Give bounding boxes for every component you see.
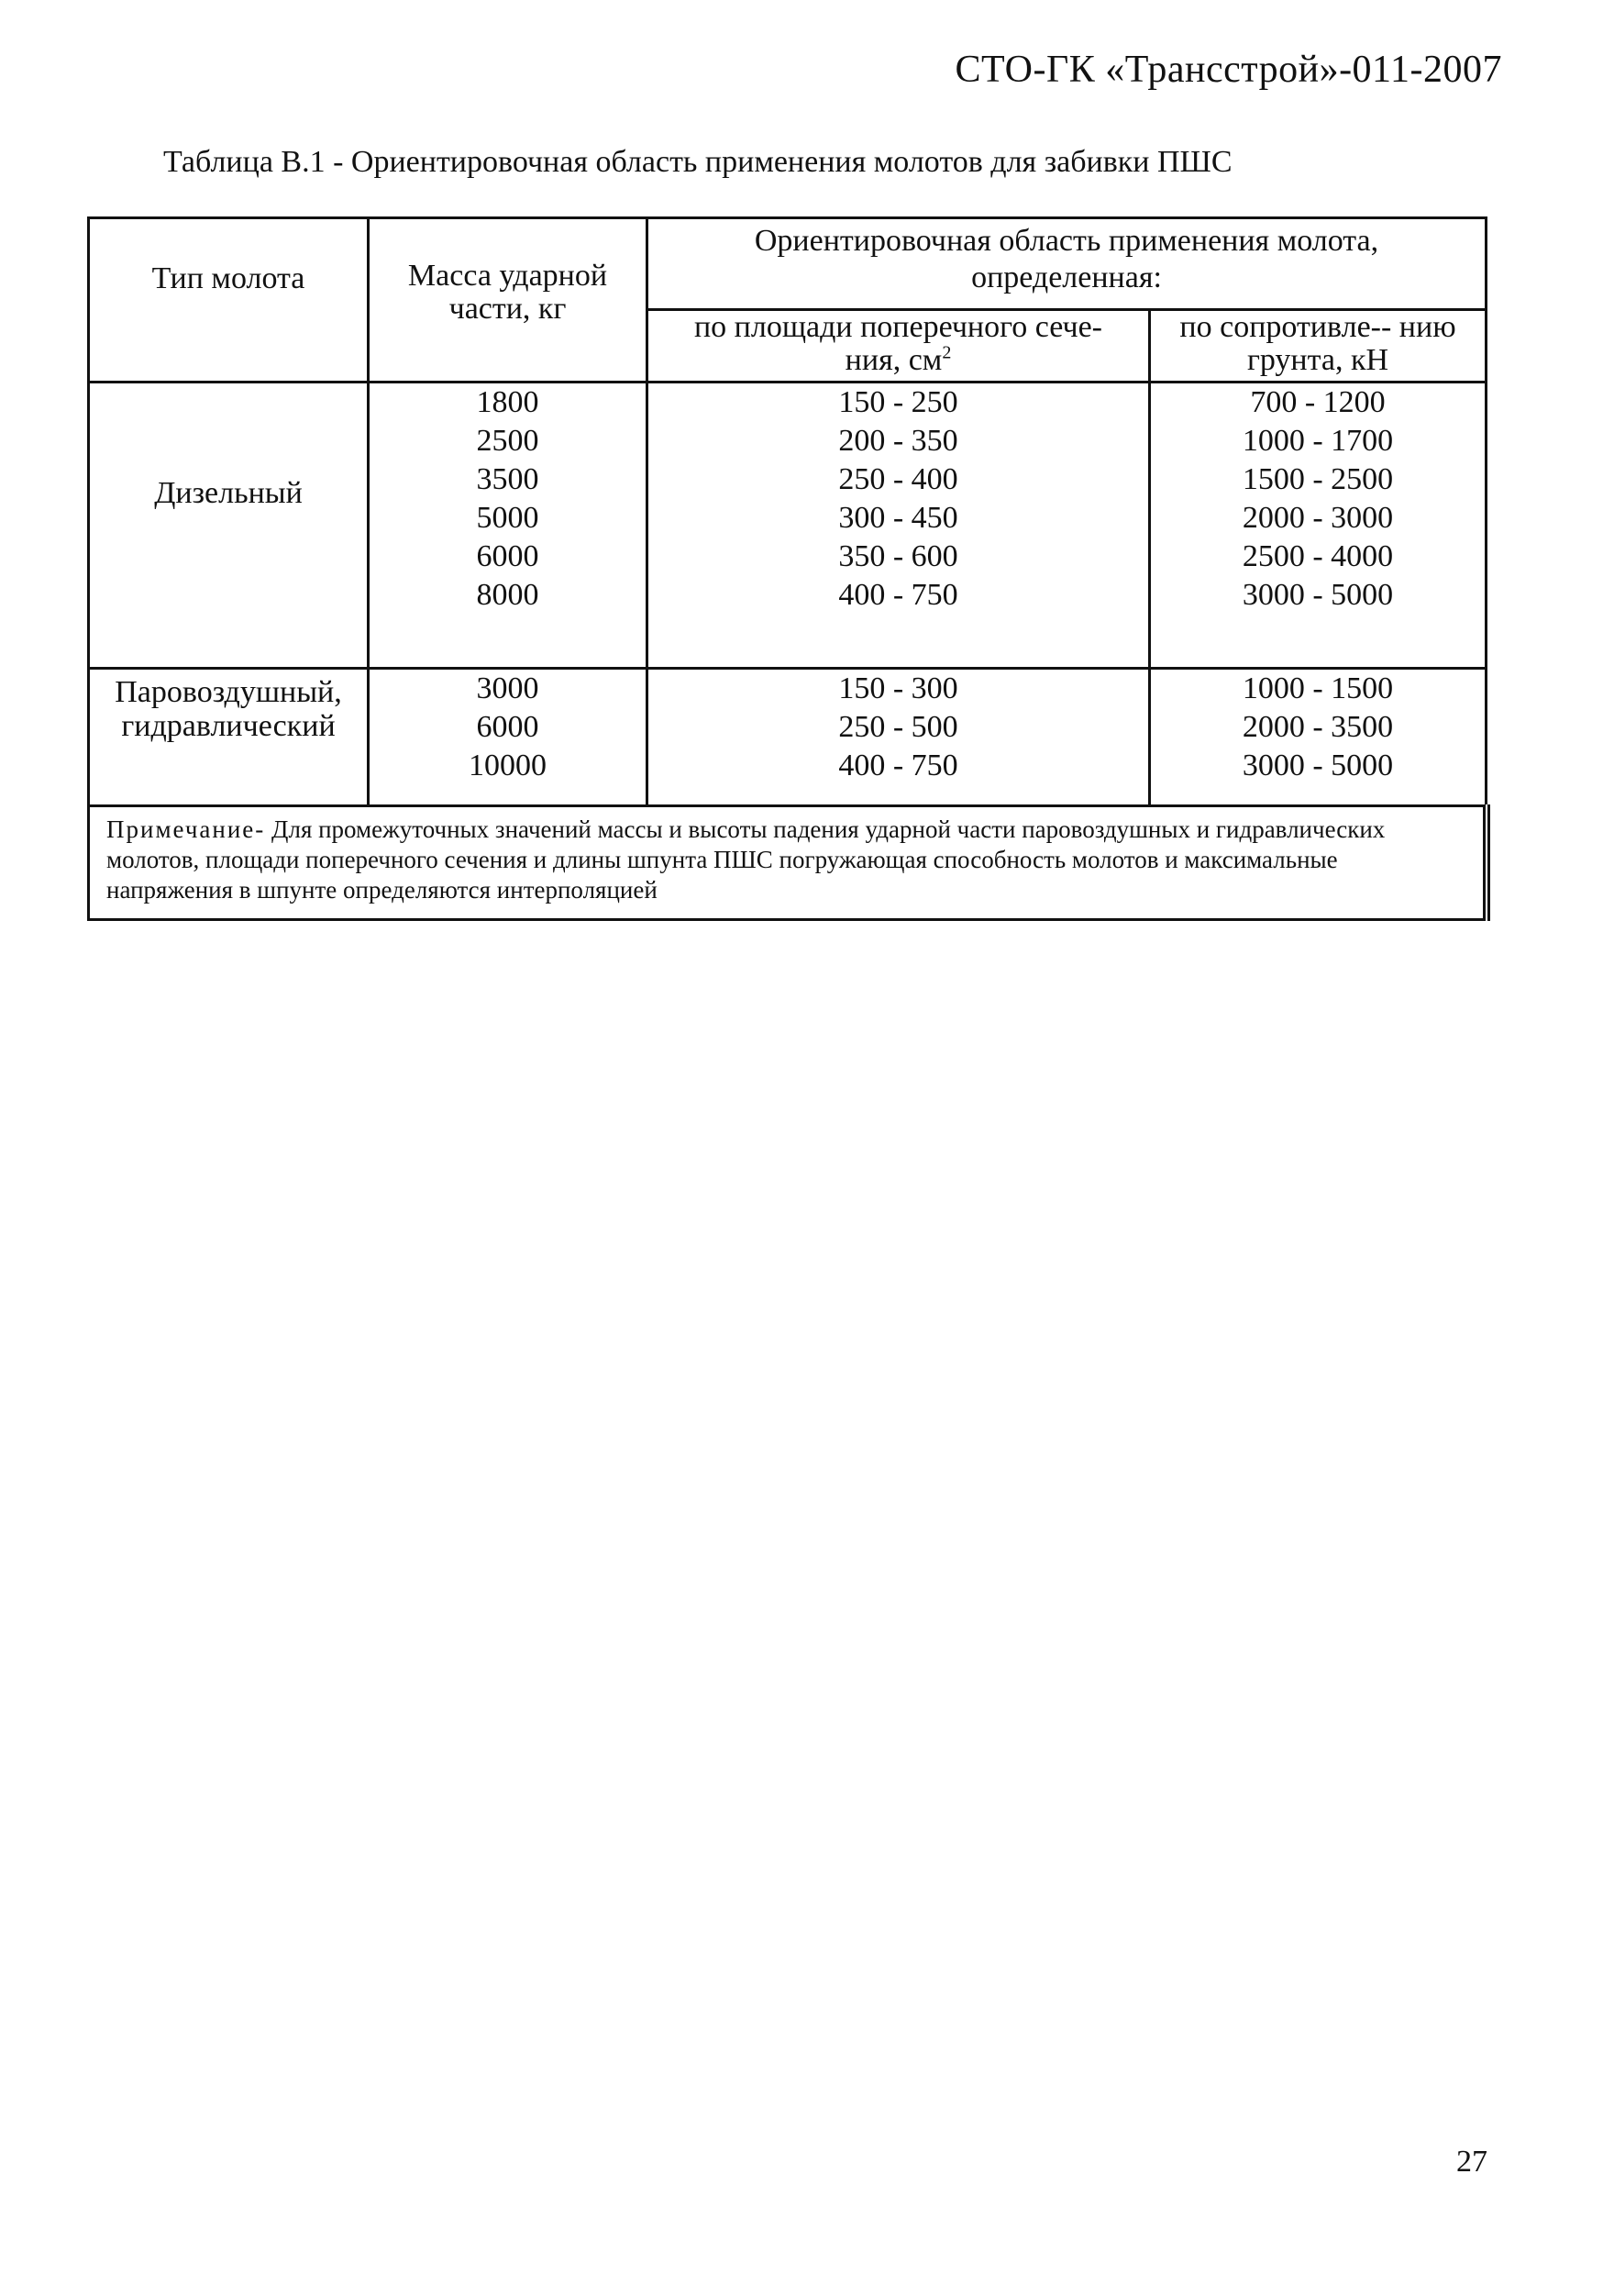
page-number: 27: [1456, 2145, 1487, 2179]
hammer-type-cell: Дизельный: [89, 383, 369, 669]
table-row-steam-hydraulic: [89, 669, 1487, 806]
hammer-application-table: [87, 216, 1490, 921]
header-soil-line1: по сопротивле-- нию: [1179, 310, 1456, 344]
soil-resistance-cell: 700 - 1200 1000 - 1700 1500 - 2500 2000 - 3000 2500 - 4000 3000 - 5000: [1150, 383, 1487, 669]
header-hammer-type: Тип молота: [89, 218, 369, 383]
cross-section-cell: 150 - 300 250 - 500 400 - 750: [647, 669, 1150, 806]
table-row-diesel: [89, 383, 1487, 669]
header-by-soil-resistance: [1150, 310, 1487, 383]
header-cross-section-line1: по площади поперечного сече-: [693, 310, 1102, 344]
header-mass: Масса ударной части, кг: [369, 218, 647, 383]
header-soil-line2: грунта, кН: [1246, 343, 1389, 377]
cross-section-cell: 150 - 250 200 - 350 250 - 400 300 - 450 350 - 600 400 - 750: [647, 383, 1150, 669]
header-application-range: Ориентировочная область применения молота, определенная:: [647, 218, 1487, 310]
mass-cell: 1800 2500 3500 5000 6000 8000: [369, 383, 647, 669]
document-code: СТО-ГК «Трансстрой»-011-2007: [955, 49, 1502, 91]
header-cross-section-line2: ния, $см^2$: [845, 342, 952, 377]
note-label: Примечание-: [106, 815, 266, 843]
soil-resistance-cell: 1000 - 1500 2000 - 3500 3000 - 5000: [1150, 669, 1487, 806]
table-note: [89, 806, 1487, 920]
mass-cell: 3000 6000 10000: [369, 669, 647, 806]
header-by-cross-section: [647, 310, 1150, 383]
table-caption: Таблица В.1 - Ориентировочная область применения молотов для забивки ПШС: [163, 145, 1233, 179]
hammer-type-cell: Паровоздушный, гидравлический: [89, 669, 369, 806]
note-text: Для промежуточных значений массы и высоты падения ударной части паровоздушных и гидравлических молотов, площади поперечного сечения и длины шпунта ПШС погружающая способность молотов и максимальные напряжения в шпунте определяются интерполяцией: [106, 815, 1386, 904]
